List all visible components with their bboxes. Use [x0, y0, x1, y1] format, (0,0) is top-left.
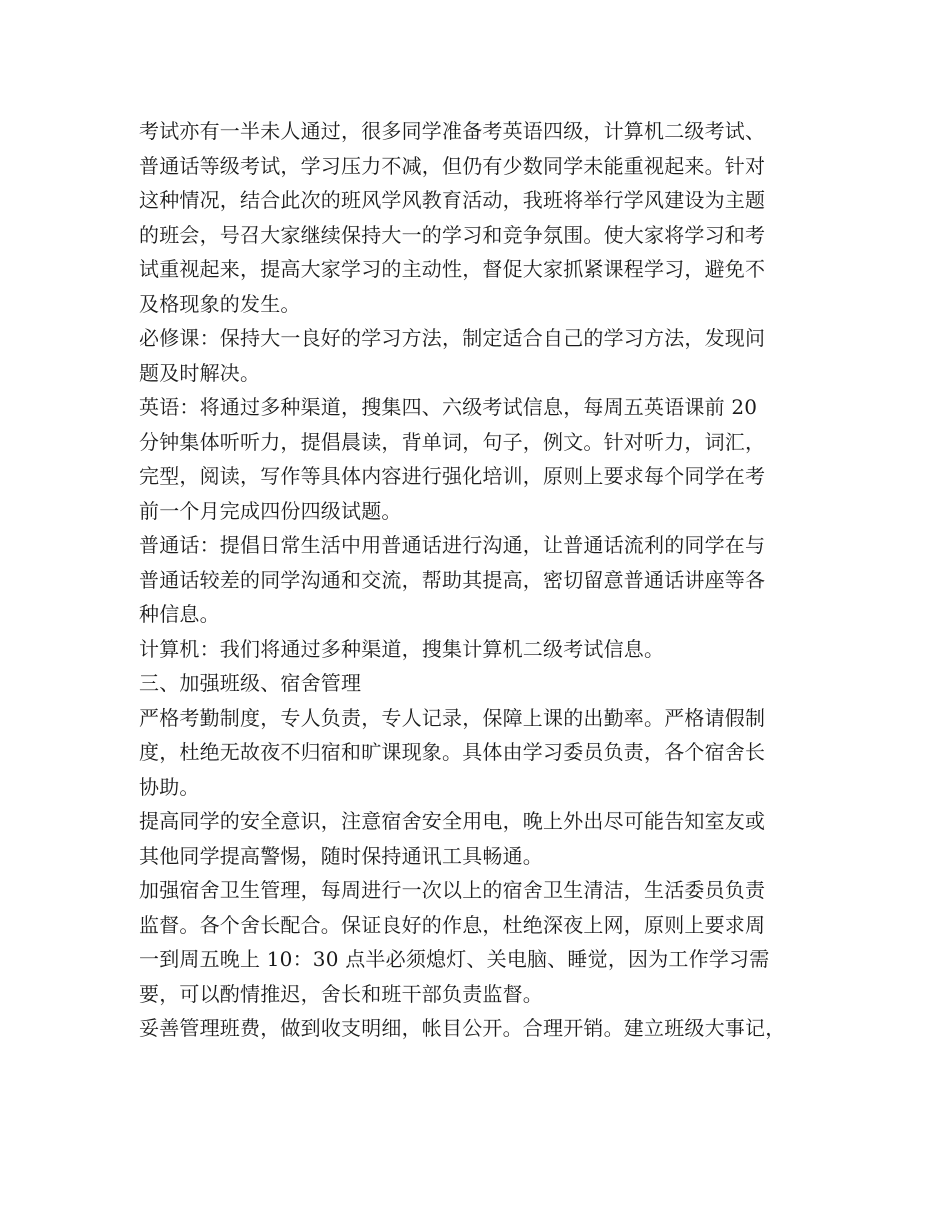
text-line: 英语：将通过多种渠道，搜集四、六级考试信息，每周五英语课前 20 [139, 395, 758, 419]
text-line: 普通话：提倡日常生活中用普通话进行沟通，让普通话流利的同学在与 [139, 533, 766, 557]
text-line: 一到周五晚上 10：30 点半必须熄灯、关电脑、睡觉，因为工作学习需 [139, 947, 770, 971]
text-line: 试重视起来，提高大家学习的主动性，督促大家抓紧课程学习，避免不 [139, 257, 766, 281]
text-line: 监督。各个舍长配合。保证良好的作息，杜绝深夜上网，原则上要求周 [139, 912, 766, 937]
document-body [139, 114, 829, 1046]
text-line: 普通话较差的同学沟通和交流，帮助其提高，密切留意普通话讲座等各 [139, 567, 766, 592]
text-line: 题及时解决。 [139, 360, 261, 385]
text-line: 这种情况，结合此次的班风学风教育活动，我班将举行学风建设为主题 [139, 188, 766, 212]
text-line: 要，可以酌情推迟，舍长和班干部负责监督。 [139, 981, 543, 1006]
text-line: 协助。 [139, 774, 200, 799]
text-line: 妥善管理班费，做到收支明细，帐目公开。合理开销。建立班级大事记， [139, 1016, 786, 1040]
text-line: 计算机：我们将通过多种渠道，搜集计算机二级考试信息。 [139, 636, 665, 661]
text-line: 种信息。 [139, 602, 220, 626]
text-line: 普通话等级考试，学习压力不减，但仍有少数同学未能重视起来。针对 [139, 153, 766, 178]
text-line: 的班会，号召大家继续保持大一的学习和竞争氛围。使大家将学习和考 [139, 222, 766, 247]
text-line: 分钟集体听听力，提倡晨读，背单词，句子，例文。针对听力，词汇， [139, 429, 766, 454]
text-line: 完型，阅读，写作等具体内容进行强化培训，原则上要求每个同学在考 [139, 464, 766, 488]
text-line: 及格现象的发生。 [139, 291, 301, 316]
section-heading: 三、加强班级、宿舍管理 [139, 671, 362, 695]
text-line: 度，杜绝无故夜不归宿和旷课现象。具体由学习委员负责，各个宿舍长 [139, 740, 766, 764]
text-line: 前一个月完成四份四级试题。 [139, 498, 402, 523]
text-line: 加强宿舍卫生管理，每周进行一次以上的宿舍卫生清洁，生活委员负责 [139, 878, 766, 902]
text-line: 其他同学提高警惕，随时保持通讯工具畅通。 [139, 843, 543, 868]
text-line: 提高同学的安全意识，注意宿舍安全用电，晚上外出尽可能告知室友或 [139, 809, 766, 833]
text-line: 考试亦有一半未人通过，很多同学准备考英语四级，计算机二级考试、 [139, 119, 766, 143]
text-line: 严格考勤制度，专人负责，专人记录，保障上课的出勤率。严格请假制 [139, 705, 766, 730]
text-line: 必修课：保持大一良好的学习方法，制定适合自己的学习方法，发现问 [139, 326, 766, 350]
